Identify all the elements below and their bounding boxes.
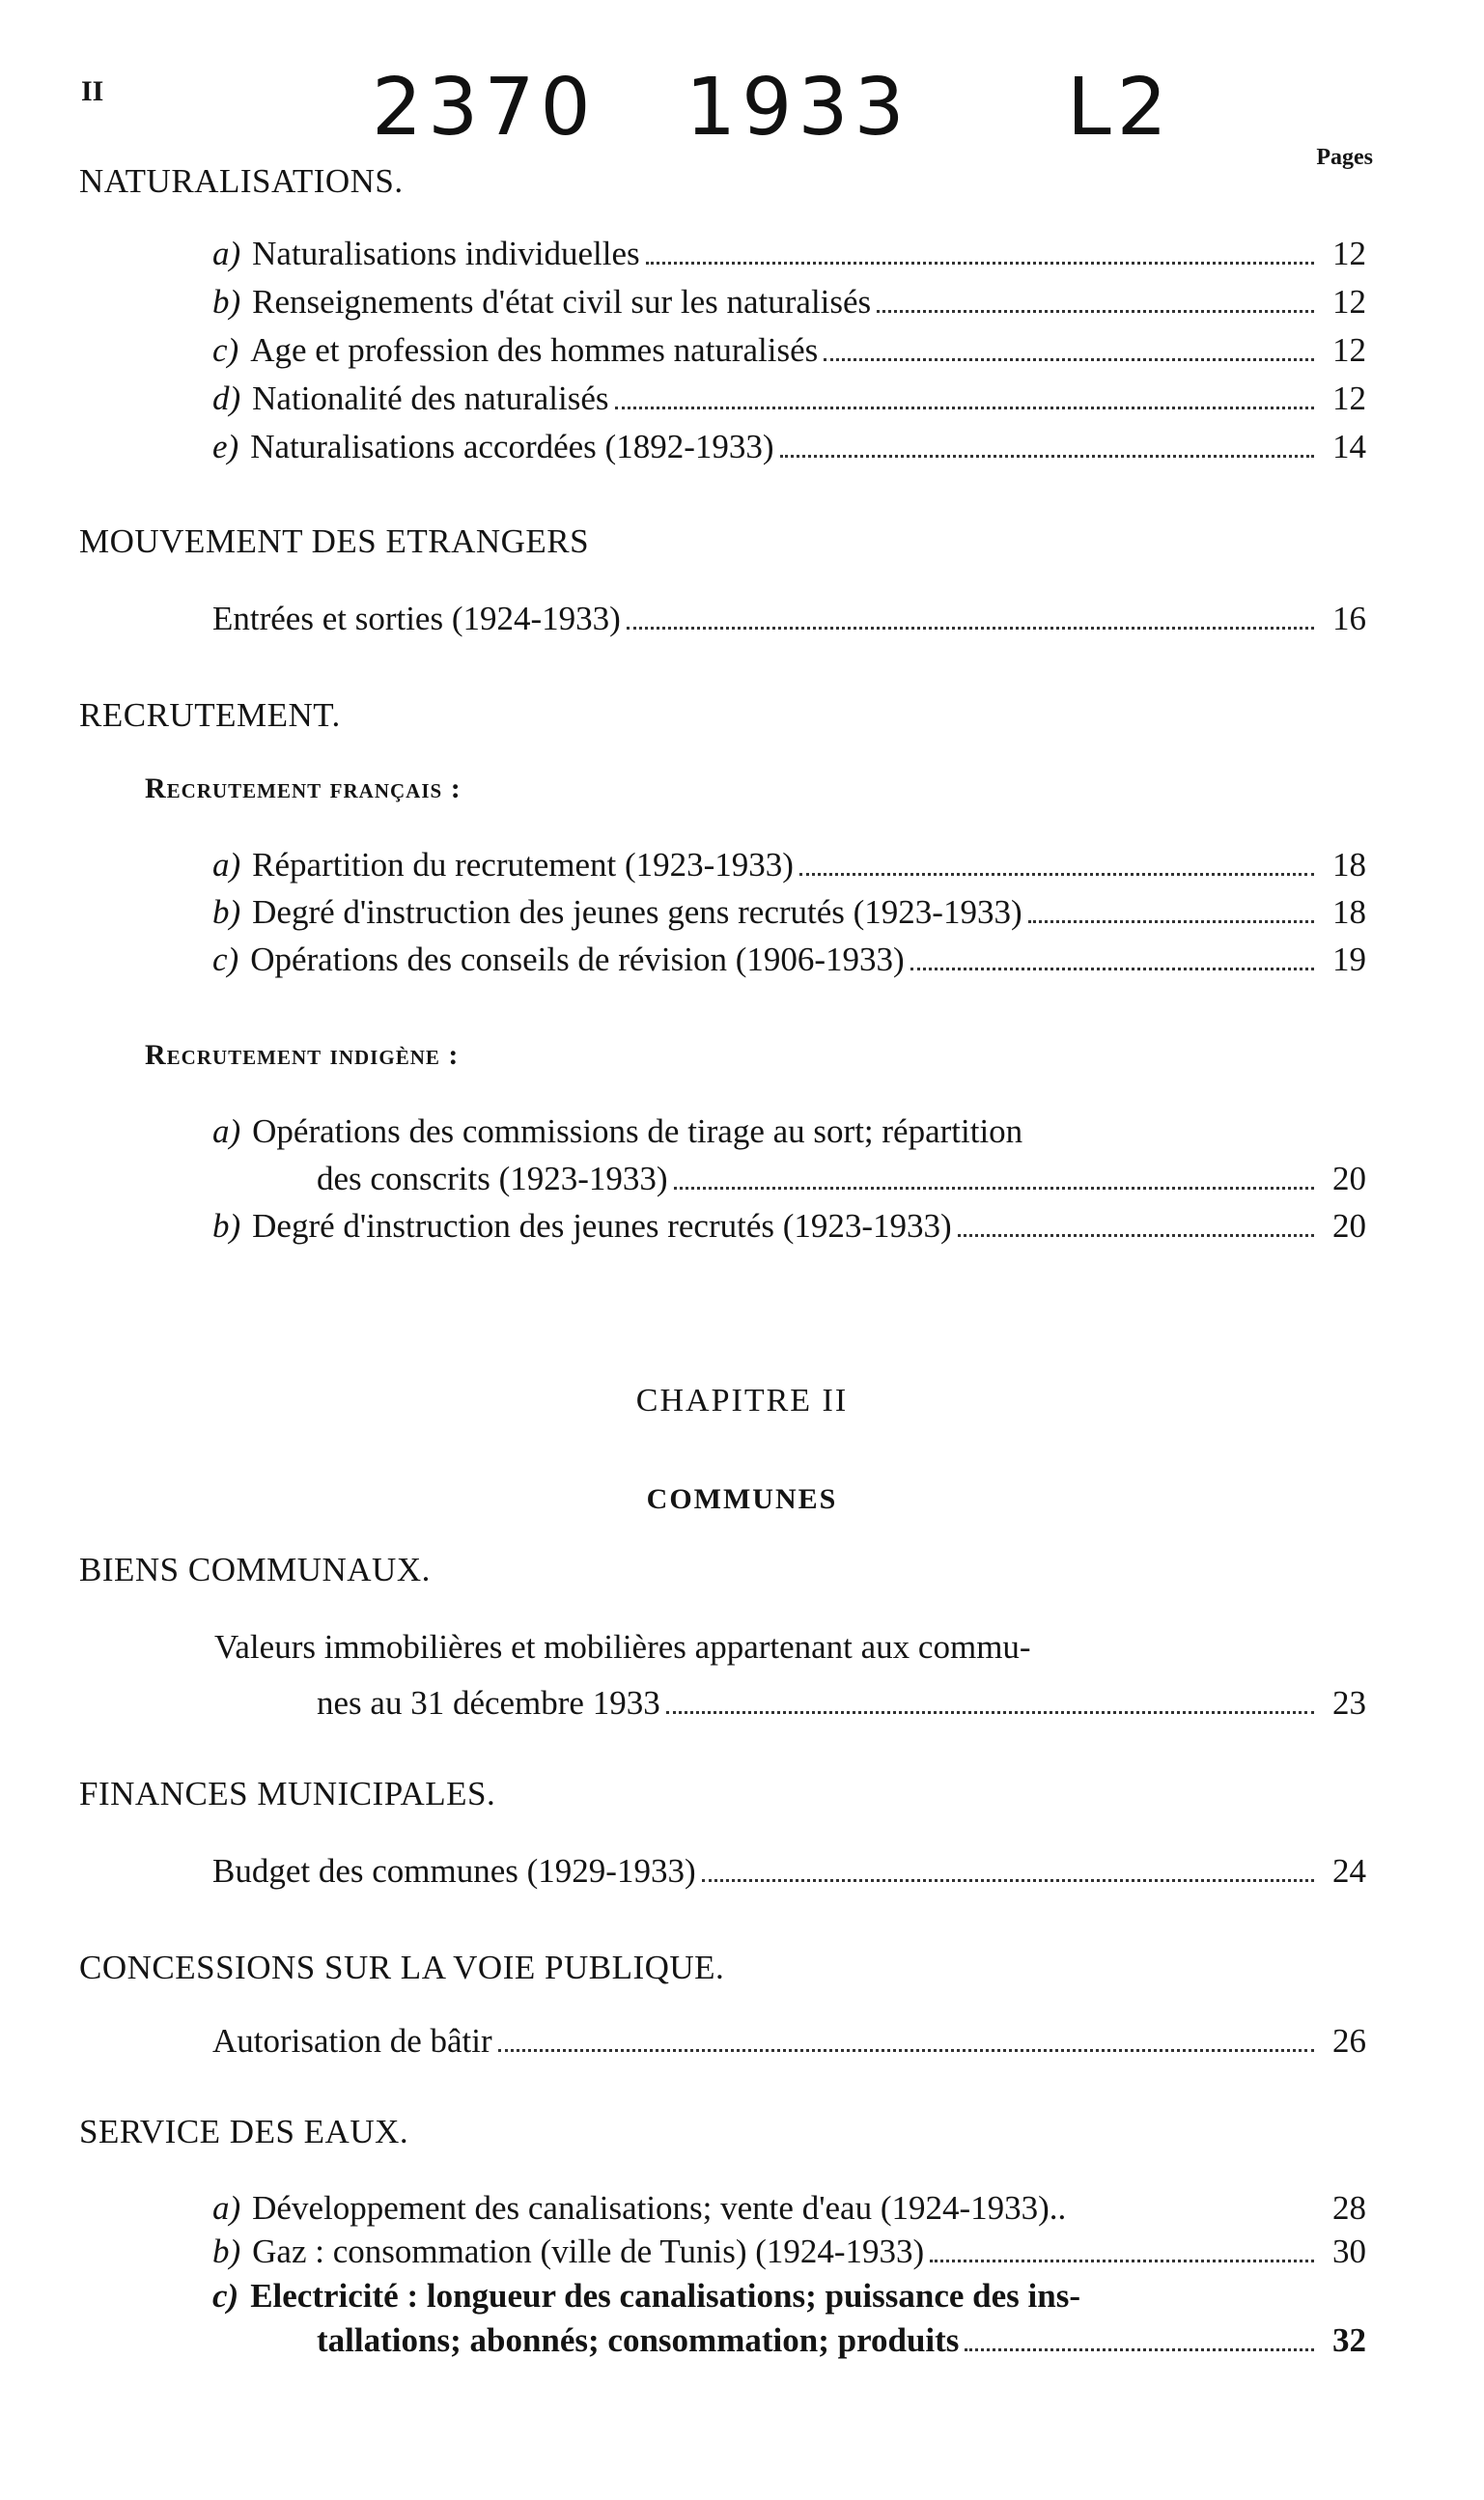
- entry-page: 16: [1332, 600, 1366, 637]
- toc-entry: [317, 1160, 1366, 1198]
- entry-page: 20: [1332, 1160, 1366, 1197]
- entry-page: 12: [1332, 379, 1366, 417]
- entry-letter: a): [212, 1112, 241, 1150]
- handwritten-note-3: L2: [1067, 62, 1173, 154]
- dot-leader: [824, 358, 1314, 361]
- toc-entry: [212, 235, 1366, 273]
- entry-page: 18: [1332, 893, 1366, 931]
- chapter-title: COMMUNES: [646, 1483, 838, 1515]
- handwritten-note-2: 1933: [686, 62, 910, 154]
- toc-entry: [212, 331, 1366, 370]
- entry-text: Entrées et sorties (1924-1933): [212, 600, 621, 637]
- page-number: II: [81, 75, 104, 107]
- dot-leader: [930, 2260, 1314, 2262]
- chapter-label: CHAPITRE II: [635, 1383, 849, 1419]
- subsection-title-indigene: Recrutement indigène :: [145, 1039, 460, 1071]
- toc-entry: [212, 846, 1366, 885]
- entry-letter: c): [212, 331, 239, 369]
- dot-leader: [498, 2049, 1314, 2052]
- toc-entry: [317, 1684, 1366, 1723]
- entry-text: Gaz : consommation (ville de Tunis) (1924-1933): [252, 2233, 925, 2270]
- section-title-mouvement: MOUVEMENT DES ETRANGERS: [79, 522, 590, 560]
- entry-page: 20: [1332, 1207, 1366, 1245]
- entry-page: 18: [1332, 846, 1366, 884]
- dot-leader: [627, 627, 1314, 630]
- dot-leader: [910, 968, 1314, 970]
- dot-leader: [646, 262, 1314, 265]
- section-title-recrutement: RECRUTEMENT.: [79, 696, 341, 734]
- section-title-naturalisations: NATURALISATIONS.: [79, 162, 404, 200]
- toc-entry: [212, 2233, 1366, 2271]
- toc-entry: [212, 283, 1366, 322]
- entry-page: 24: [1332, 1852, 1366, 1890]
- entry-text: Naturalisations individuelles: [252, 235, 640, 272]
- subsection-title-francais: Recrutement français :: [145, 772, 462, 804]
- entry-letter: a): [212, 235, 241, 272]
- toc-entry-first-line: [212, 1112, 1022, 1151]
- dot-leader: [615, 407, 1315, 409]
- toc-entry-first-line: [212, 2277, 1080, 2316]
- entry-page: 23: [1332, 1684, 1366, 1722]
- entry-text: Naturalisations accordées (1892-1933): [250, 428, 774, 465]
- entry-letter: e): [212, 428, 239, 465]
- entry-letter: a): [212, 846, 241, 884]
- dot-leader: [1028, 920, 1314, 923]
- entry-text-continued: des conscrits (1923-1933): [317, 1160, 668, 1197]
- section-title-eaux: SERVICE DES EAUX.: [79, 2113, 409, 2150]
- dot-leader: [1072, 2216, 1314, 2219]
- entry-text: Budget des communes (1929-1933): [212, 1852, 696, 1890]
- dot-leader: [780, 455, 1314, 458]
- entry-page: 32: [1332, 2321, 1366, 2359]
- dot-leader: [666, 1711, 1314, 1714]
- toc-entry: [212, 2189, 1366, 2228]
- entry-text: Autorisation de bâtir: [212, 2022, 492, 2060]
- pages-column-label: Pages: [1316, 145, 1373, 170]
- dot-leader: [799, 873, 1314, 876]
- entry-text: Opérations des commissions de tirage au sort; répartition: [252, 1112, 1023, 1150]
- entry-letter: b): [212, 893, 241, 931]
- toc-entry: [212, 428, 1366, 466]
- entry-letter: b): [212, 2233, 241, 2270]
- entry-text: Renseignements d'état civil sur les naturalisés: [252, 283, 872, 321]
- toc-entry: [317, 2321, 1366, 2360]
- entry-letter: c): [212, 2277, 239, 2315]
- toc-entry: [212, 1207, 1366, 1246]
- toc-entry: [212, 2022, 1366, 2061]
- entry-text: Répartition du recrutement (1923-1933): [252, 846, 794, 884]
- toc-entry: [212, 600, 1366, 638]
- toc-entry: [212, 893, 1366, 932]
- dot-leader: [702, 1879, 1314, 1882]
- entry-text: Développement des canalisations; vente d'eau (1924-1933)..: [252, 2189, 1067, 2227]
- entry-text: Degré d'instruction des jeunes recrutés (1923-1933): [252, 1207, 952, 1245]
- entry-page: 12: [1332, 283, 1366, 321]
- dot-leader: [965, 2348, 1314, 2351]
- entry-letter: a): [212, 2189, 241, 2227]
- entry-text: Age et profession des hommes naturalisés: [250, 331, 819, 369]
- section-title-finances: FINANCES MUNICIPALES.: [79, 1775, 496, 1812]
- entry-letter: b): [212, 283, 241, 321]
- dot-leader: [674, 1187, 1314, 1190]
- entry-letter: b): [212, 1207, 241, 1245]
- section-title-concessions: CONCESSIONS SUR LA VOIE PUBLIQUE.: [79, 1949, 725, 1986]
- entry-letter: d): [212, 379, 241, 417]
- handwritten-note-1: 2370: [372, 62, 597, 154]
- entry-text: Nationalité des naturalisés: [252, 379, 609, 417]
- entry-page: 14: [1332, 428, 1366, 465]
- toc-entry-first-line: Valeurs immobilières et mobilières appartenant aux commu-: [214, 1628, 1031, 1666]
- entry-letter: c): [212, 941, 239, 978]
- entry-page: 30: [1332, 2233, 1366, 2270]
- entry-text-continued: tallations; abonnés; consommation; produits: [317, 2321, 960, 2359]
- entry-page: 12: [1332, 331, 1366, 369]
- entry-page: 19: [1332, 941, 1366, 978]
- entry-text: Opérations des conseils de révision (1906-1933): [250, 941, 905, 978]
- toc-entry: [212, 1852, 1366, 1891]
- entry-text: Electricité : longueur des canalisations; puissance des ins-: [250, 2277, 1080, 2315]
- section-title-biens: BIENS COMMUNAUX.: [79, 1551, 431, 1588]
- entry-text-continued: nes au 31 décembre 1933: [317, 1684, 660, 1722]
- entry-page: 12: [1332, 235, 1366, 272]
- toc-entry: [212, 941, 1366, 979]
- dot-leader: [877, 310, 1314, 313]
- toc-entry: [212, 379, 1366, 418]
- entry-page: 26: [1332, 2022, 1366, 2060]
- entry-text: Degré d'instruction des jeunes gens recrutés (1923-1933): [252, 893, 1022, 931]
- entry-page: 28: [1332, 2189, 1366, 2227]
- dot-leader: [958, 1234, 1314, 1237]
